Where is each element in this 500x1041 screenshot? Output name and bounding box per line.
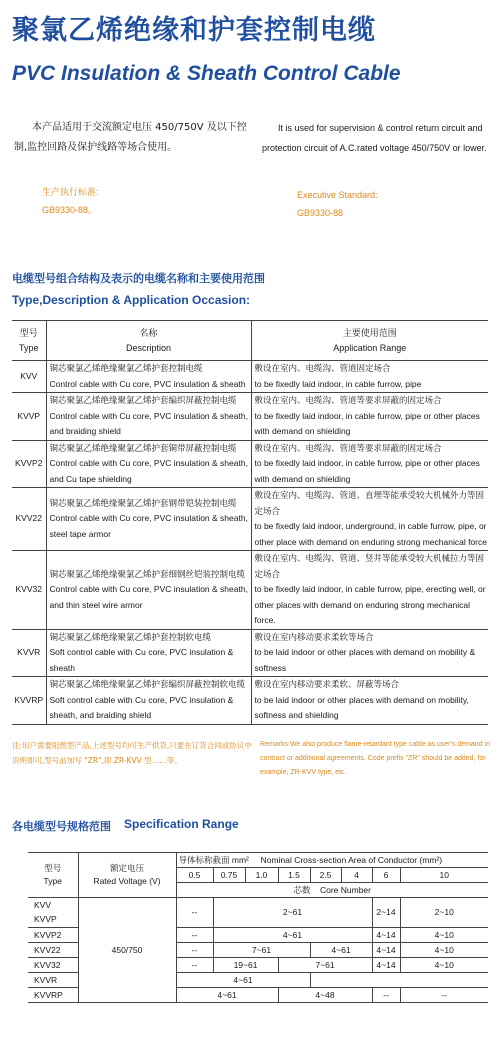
spec-cell: 4~10 — [400, 943, 488, 958]
spec-voltage-value: 450/750 — [78, 898, 176, 1003]
row-type: KVV32 — [12, 551, 46, 630]
row-description — [46, 488, 251, 551]
spec-cell: -- — [400, 988, 488, 1003]
row-type: KVVP — [12, 393, 46, 441]
table-row — [12, 677, 488, 725]
row-description — [46, 393, 251, 441]
header-type-cn: 型号 — [19, 327, 38, 338]
spec-area-cn: 导体标称截面 mm² — [178, 854, 249, 865]
spec-cell: -- — [372, 988, 400, 1003]
row-application — [251, 440, 488, 488]
header-type-en: Type — [18, 342, 39, 353]
app-cn: 敷设在室内、电缆沟、管道固定场合 — [254, 363, 391, 373]
remark-en: Remarks:We also produce flame-retardant type cable as user's demand in contract or additional agreements. Code prefix "ZR" should be added, for example, ZR-KVV type, etc. — [260, 741, 490, 776]
spec-header-type — [28, 853, 78, 898]
size-cell: 1.5 — [278, 868, 310, 883]
row-application — [251, 393, 488, 441]
table-row — [12, 440, 488, 488]
row-description — [46, 551, 251, 630]
intro-text-en: It is used for supervision & control return circuit and protection circuit of A.C.rated voltage 450/750V or lower. — [262, 123, 487, 153]
table-row — [12, 393, 488, 441]
size-cell: 10 — [400, 868, 488, 883]
header-type — [12, 321, 46, 361]
spec-type-kvvp2: KVVP2 — [28, 928, 78, 943]
type-description-table — [12, 320, 488, 725]
desc-cn: 铜芯聚氯乙烯绝缘聚氯乙烯护套编织屏蔽控制软电缆 — [49, 679, 246, 689]
standard-en-label: Executive Standard: — [297, 190, 378, 200]
desc-en: Soft control cable with Cu core, PVC insulation & sheath, and braiding shield — [49, 694, 234, 720]
table-row — [12, 551, 488, 630]
desc-en: Control cable with Cu core, PVC insulation & sheath, and Cu tape shielding — [49, 458, 248, 484]
desc-cn: 铜芯聚氯乙烯绝缘聚氯乙烯护套铜带屏蔽控制电缆 — [49, 442, 237, 453]
spec-cell: -- — [176, 958, 213, 973]
app-en: to be laid indoor or other places with demand on mobility, softness and shielding — [254, 694, 469, 720]
row-description — [46, 361, 251, 393]
spec-voltage-en: Rated Voltage (V) — [93, 876, 161, 886]
desc-en: Control cable with Cu core, PVC insulation & sheath — [49, 378, 246, 389]
spec-cell: 2~14 — [372, 898, 400, 928]
size-cell: 0.75 — [213, 868, 245, 883]
app-en: to be fixedly laid indoor, in cable furrow, pipe or other places with demand on shielding — [254, 410, 480, 436]
spec-cores-cn: 芯数 — [293, 884, 311, 895]
specification-table — [28, 852, 488, 1003]
spec-type-kvvp: KVVP — [28, 913, 78, 928]
spec-header-area — [176, 853, 488, 868]
header-application — [251, 321, 488, 361]
spec-cell: 4~10 — [400, 958, 488, 973]
row-application — [251, 488, 488, 551]
spec-header-voltage — [78, 853, 176, 898]
spec-type-kvv: KVV — [28, 898, 78, 913]
spec-type-kvvrp: KVVRP — [28, 988, 78, 1003]
app-cn: 敷设在室内、电缆沟、管道等要求屏蔽的固定场合 — [254, 442, 442, 453]
spec-type-kvv32: KVV32 — [28, 958, 78, 973]
table-row — [12, 361, 488, 393]
spec-section-title-en: Specification Range — [124, 817, 239, 831]
page-title-en: PVC Insulation & Sheath Control Cable — [12, 62, 401, 85]
desc-en: Soft control cable with Cu core, PVC insulation & sheath — [49, 647, 234, 673]
standard-cn-value: GB9330-88。 — [42, 205, 98, 215]
spec-cell: 4~61 — [310, 943, 372, 958]
standard-en-value: GB9330-88 — [297, 208, 344, 218]
spec-cell: -- — [176, 898, 213, 928]
row-application — [251, 361, 488, 393]
spec-cell: 7~61 — [278, 958, 372, 973]
spec-type-kvvr: KVVR — [28, 973, 78, 988]
spec-area-en: Nominal Cross-section Area of Conductor (mm²) — [260, 854, 443, 865]
app-en: to be fixedly laid indoor, underground, in cable furrow, pipe, or other place with demand on enduring strong mechanical force — [254, 521, 487, 547]
row-type: KVV — [12, 361, 46, 393]
spec-cell: 4~61 — [176, 973, 310, 988]
spec-cell: 19~61 — [213, 958, 278, 973]
app-cn: 敷设在室内、电缆沟、管道等要求屏蔽的固定场合 — [254, 395, 442, 405]
size-cell: 1.0 — [245, 868, 278, 883]
desc-en: Control cable with Cu core, PVC insulation & sheath, steel tape armor — [49, 513, 248, 539]
spec-cell: 2~61 — [213, 898, 372, 928]
desc-cn: 铜芯聚氯乙烯绝缘聚氯乙烯护套编织屏蔽控制电缆 — [49, 395, 237, 405]
desc-en: Control cable with Cu core, PVC insulation & sheath, and thin steel wire armor — [49, 584, 248, 610]
desc-en: Control cable with Cu core, PVC insulation & sheath, and braiding shield — [49, 410, 248, 436]
app-cn: 敷设在室内、电缆沟、管道、竖井等能承受较大机械拉力等固定场合 — [254, 553, 485, 579]
app-en: to be fixedly laid indoor, in cable furrow, pipe — [254, 378, 422, 389]
remark-cn: 注:用户需要阻燃型产品,上述型号均可生产供货,只要在订货合同或协议中说明即可,型号前加写 "ZR",即 ZR-KVV 型……等。 — [12, 741, 252, 765]
row-type: KVVP2 — [12, 440, 46, 488]
size-cell: 4 — [341, 868, 372, 883]
size-cell: 2.5 — [310, 868, 341, 883]
spec-type-cn: 型号 — [44, 863, 62, 873]
spec-cell: 4~14 — [372, 958, 400, 973]
spec-cell: 4~61 — [176, 988, 278, 1003]
standard-cn-label: 生产执行标准: — [42, 187, 99, 197]
spec-cell: 2~10 — [400, 898, 488, 928]
size-cell: 0.5 — [176, 868, 213, 883]
spec-cell: 7~61 — [213, 943, 310, 958]
page-title-cn: 聚氯乙烯绝缘和护套控制电缆 — [12, 15, 376, 46]
standard-cn — [42, 183, 99, 219]
row-application — [251, 629, 488, 677]
row-type: KVVRP — [12, 677, 46, 725]
app-en: to be fixedly laid indoor, in cable furrow, pipe or other places with demand on shielding — [254, 458, 480, 484]
app-cn: 敷设在室内、电缆沟、管道、直埋等能承受较大机械外力等固定场合 — [254, 490, 485, 516]
spec-voltage-cn: 额定电压 — [109, 863, 144, 873]
row-application — [251, 677, 488, 725]
spec-header-cores — [176, 883, 488, 898]
spec-type-kvv22: KVV22 — [28, 943, 78, 958]
app-cn: 敷设在室内移动要求柔软、屏蔽等场合 — [254, 679, 400, 689]
type-section-title-en: Type,Description & Application Occasion: — [12, 293, 251, 307]
spec-cell: -- — [176, 943, 213, 958]
spec-cell: 4~10 — [400, 928, 488, 943]
row-description — [46, 677, 251, 725]
row-description — [46, 440, 251, 488]
spec-cores-en: Core Number — [319, 884, 371, 895]
type-section-title-cn: 电缆型号组合结构及表示的电缆名称和主要使用范围 — [12, 272, 265, 285]
table-header-row — [12, 321, 488, 361]
header-desc-cn: 名称 — [139, 327, 158, 338]
app-cn: 敷设在室内移动要求柔软等场合 — [254, 631, 374, 642]
spec-cell: 4~48 — [278, 988, 372, 1003]
desc-cn: 铜芯聚氯乙烯绝缘聚氯乙烯护套细钢丝铠装控制电缆 — [49, 568, 246, 579]
spec-cell: 4~14 — [372, 943, 400, 958]
intro-text-cn: 本产品适用于交流额定电压 450/750V 及以下控制,监控回路及保护线路等场合使用。 — [14, 122, 247, 153]
header-desc-en: Description — [125, 342, 172, 353]
row-type: KVVR — [12, 629, 46, 677]
standard-en — [297, 186, 378, 222]
table-row — [12, 488, 488, 551]
app-en: to be laid indoor or other places with demand on mobility & softness — [254, 647, 476, 673]
row-description — [46, 629, 251, 677]
spec-type-en: Type — [43, 876, 62, 886]
desc-cn: 铜芯聚氯乙烯绝缘聚氯乙烯护套控制电缆 — [49, 363, 203, 373]
spec-cell: 4~14 — [372, 928, 400, 943]
row-type: KVV22 — [12, 488, 46, 551]
table-row — [12, 629, 488, 677]
desc-cn: 铜芯聚氯乙烯绝缘聚氯乙烯护套控制软电缆 — [49, 631, 212, 642]
header-app-en: Application Range — [333, 342, 407, 353]
desc-cn: 铜芯聚氯乙烯绝缘聚氯乙烯护套钢带铠装控制电缆 — [49, 497, 237, 508]
spec-cell: -- — [176, 928, 213, 943]
spec-cell: 4~61 — [213, 928, 372, 943]
header-description — [46, 321, 251, 361]
app-en: to be fixedly laid indoor, in cable furrow, pipe, erecting well, or other places with demand on enduring strong mechanical force. — [254, 584, 486, 625]
row-application — [251, 551, 488, 630]
spec-cell-empty — [310, 973, 488, 988]
header-app-cn: 主要使用范围 — [342, 327, 397, 338]
spec-section-title-cn: 各电缆型号规格范围 — [12, 820, 111, 833]
size-cell: 6 — [372, 868, 400, 883]
